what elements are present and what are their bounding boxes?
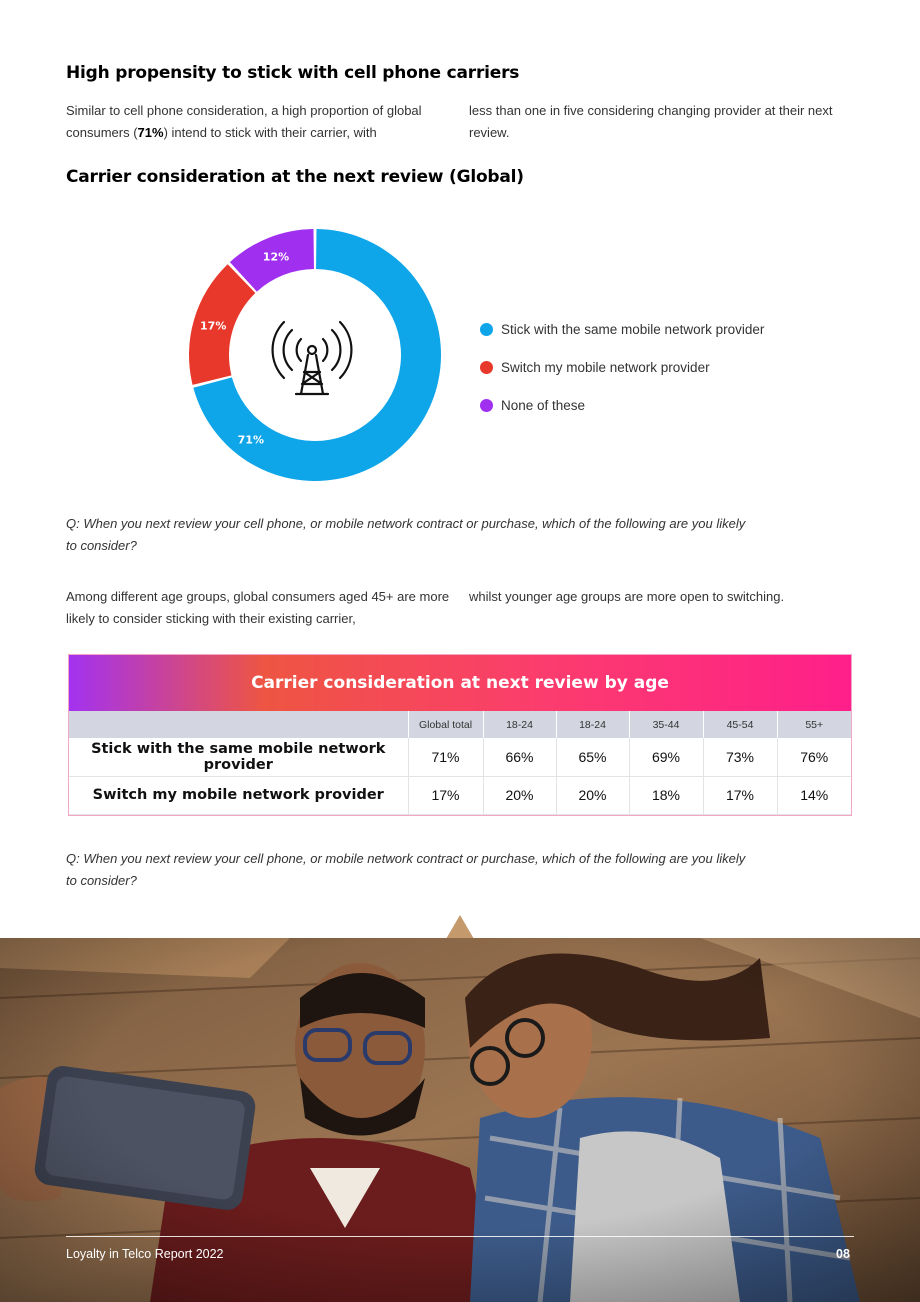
question-note-2: Q: When you next review your cell phone, or mobile network contract or purchase, which of the following are you likely to consider? xyxy=(66,851,746,888)
table-row xyxy=(69,776,851,814)
cell-tower-icon xyxy=(273,322,352,394)
table-header-cell: 18-24 xyxy=(556,711,629,738)
question-note-1: Q: When you next review your cell phone, or mobile network contract or purchase, which of the following are you likely to consider? xyxy=(66,516,746,553)
table-header-cell xyxy=(69,711,408,738)
table-cell: 17% xyxy=(408,776,483,814)
row-label: Stick with the same mobile network provider xyxy=(69,738,408,776)
intro-left-text-end: ) intend to stick with their carrier, with xyxy=(163,125,377,140)
age-text-right: whilst younger age groups are more open to switching. xyxy=(469,589,785,604)
legend-label-switch: Switch my mobile network provider xyxy=(501,359,710,375)
photo-notch xyxy=(446,915,474,939)
legend-item-stick xyxy=(480,310,764,348)
table-header-cell: 55+ xyxy=(777,711,851,738)
table-cell: 69% xyxy=(629,738,703,776)
legend-dot-switch xyxy=(480,361,493,374)
legend-item-none xyxy=(480,386,764,424)
donut-data-label: 12% xyxy=(262,250,290,264)
table-cell: 20% xyxy=(483,776,556,814)
footer-divider xyxy=(66,1236,854,1237)
intro-left-paragraph xyxy=(66,100,456,144)
age-text-left: Among different age groups, global consumers aged 45+ are more likely to consider sticking with their existing carrier, xyxy=(66,589,450,626)
table-row xyxy=(69,738,851,776)
donut-data-label: 71% xyxy=(237,433,264,447)
legend-dot-none xyxy=(480,399,493,412)
intro-left-text: Similar to cell phone consideration, a high proportion of global consumers ( xyxy=(66,103,422,140)
table-cell: 18% xyxy=(629,776,703,814)
section-heading: High propensity to stick with cell phone carriers xyxy=(66,63,520,83)
page-number: 08 xyxy=(836,1247,850,1261)
table-cell: 76% xyxy=(777,738,851,776)
row-label: Switch my mobile network provider xyxy=(69,776,408,814)
table-cell: 66% xyxy=(483,738,556,776)
table-header-cell: 35-44 xyxy=(629,711,703,738)
table-header-cell: 18-24 xyxy=(483,711,556,738)
donut-data-label: 17% xyxy=(200,319,227,333)
table-header-cell: 45-54 xyxy=(703,711,777,738)
donut-chart xyxy=(170,215,460,505)
footer-title: Loyalty in Telco Report 2022 xyxy=(66,1247,224,1261)
table-cell: 20% xyxy=(556,776,629,814)
intro-highlight: 71% xyxy=(137,125,164,140)
intro-right-paragraph: less than one in five considering changing provider at their next review. xyxy=(469,103,833,140)
legend-dot-stick xyxy=(480,323,493,336)
table-cell: 14% xyxy=(777,776,851,814)
table-cell: 17% xyxy=(703,776,777,814)
chart-legend xyxy=(480,310,764,424)
table-cell: 65% xyxy=(556,738,629,776)
chart-heading: Carrier consideration at the next review (Global) xyxy=(66,167,524,187)
age-data-table xyxy=(69,711,851,815)
table-cell: 71% xyxy=(408,738,483,776)
legend-label-stick: Stick with the same mobile network provider xyxy=(501,321,765,337)
table-header-cell: Global total xyxy=(408,711,483,738)
table-header-row xyxy=(69,711,851,738)
legend-item-switch xyxy=(480,348,764,386)
legend-label-none: None of these xyxy=(501,397,586,413)
table-title: Carrier consideration at next review by age xyxy=(69,655,851,711)
table-cell: 73% xyxy=(703,738,777,776)
donut-slice-stick xyxy=(193,229,441,481)
age-table xyxy=(68,654,852,816)
